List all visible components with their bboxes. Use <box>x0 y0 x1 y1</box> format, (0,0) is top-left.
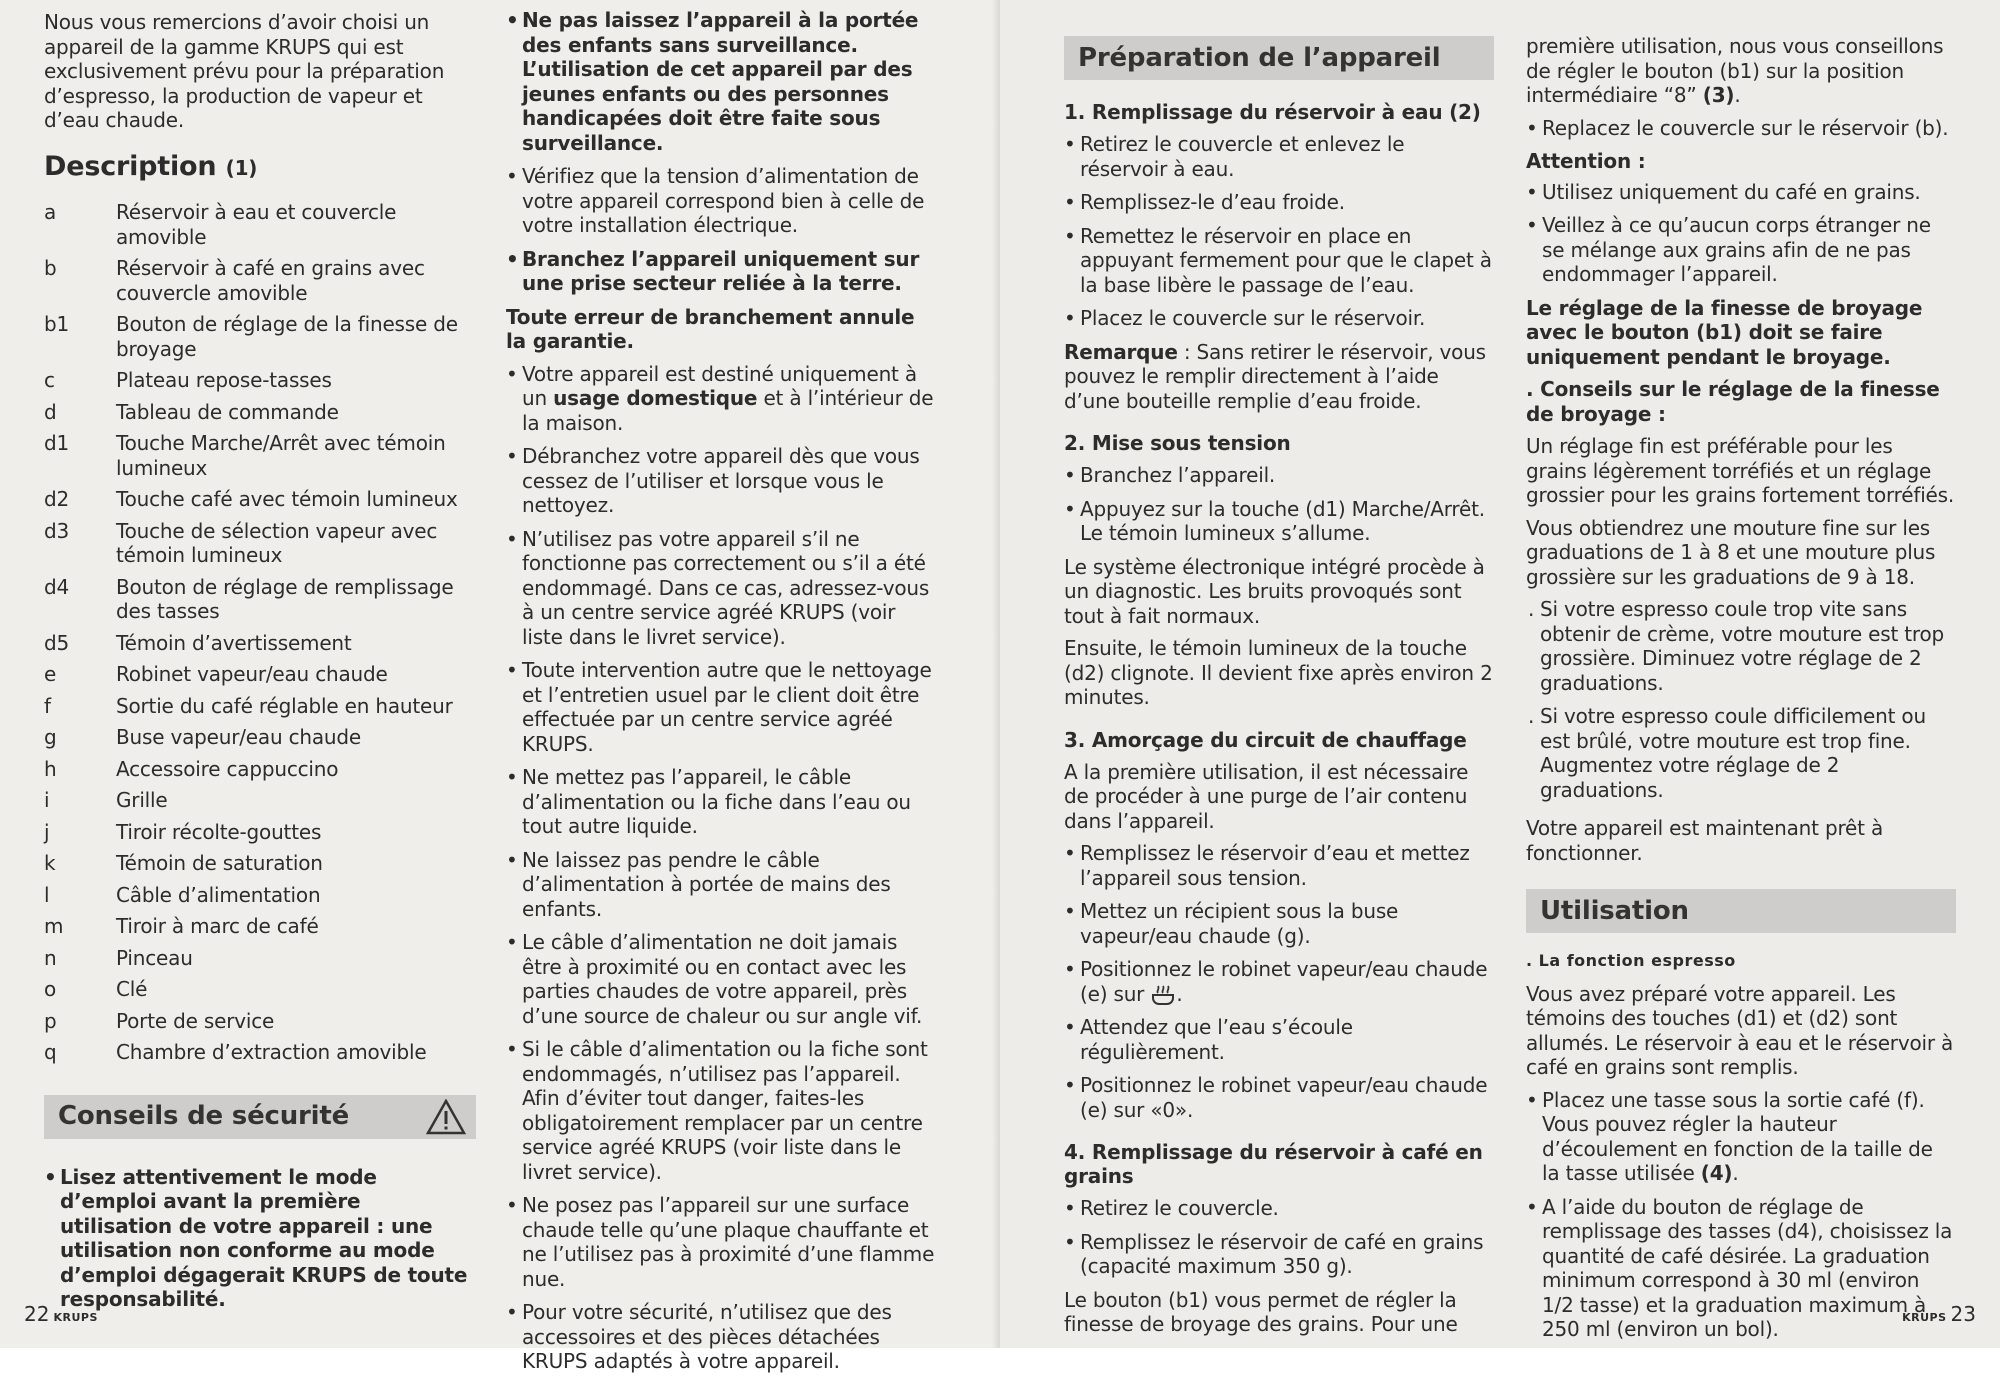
item-label: Tableau de commande <box>116 399 339 424</box>
section-heading: 4. Remplissage du réservoir à café en grains <box>1064 1140 1483 1188</box>
item-label: Clé <box>116 977 148 1001</box>
item-key: j <box>44 819 50 844</box>
item-key: k <box>44 851 56 875</box>
list-item: . Si votre espresso coule trop vite sans obtenir de crème, votre mouture est trop grossière. Diminuez votre réglage de 2 graduations. <box>1526 597 1956 695</box>
item-label: Réservoir à café en grains avec couvercle amovible <box>116 256 425 305</box>
attention-label: Attention : <box>1526 149 1646 173</box>
step1-list <box>1064 132 1494 331</box>
paragraph: A la première utilisation, il est nécessaire de procéder à une purge de l’air contenu dans l’appareil. <box>1064 759 1469 833</box>
section-heading: 1. Remplissage du réservoir à eau (2) <box>1064 100 1481 124</box>
tips-heading: . Conseils sur le réglage de la finesse de broyage : <box>1526 377 1940 426</box>
safety-item: • Débranchez votre appareil dès que vous cessez de l’utiliser et lorsque vous le nettoyez. <box>506 444 938 518</box>
intro-paragraph: Nous vous remercions d’avoir choisi un appareil de la gamme KRUPS qui est exclusivement prévu pour la préparation d’espresso, la production de vapeur et d’eau chaude. <box>44 10 445 132</box>
safety-item: • Branchez l’appareil uniquement sur une prise secteur reliée à la terre. <box>506 247 938 296</box>
brand-name: KRUPS <box>53 1311 98 1324</box>
safety-item: • Pour votre sécurité, n’utilisez que des accessoires et des pièces détachées KRUPS adaptés à votre appareil. <box>506 1300 938 1374</box>
paragraph: Vous avez préparé votre appareil. Les témoins des touches (d1) et (d2) sont allumés. Le réservoir à eau et le réservoir à café en grains sont remplis. <box>1526 981 1954 1079</box>
step2-list <box>1064 463 1494 546</box>
safety-list-2 <box>506 362 938 1374</box>
list-item: • A l’aide du bouton de réglage de remplissage des tasses (d4), choisissez la quantité de café désirée. La graduation minimum correspond à 30 ml (environ 1/2 tasse) et la graduation maximum à 250 ml (environ un bol). <box>1526 1195 1956 1342</box>
list-item: • Retirez le couvercle. <box>1064 1196 1494 1221</box>
section-heading: 2. Mise sous tension <box>1064 431 1291 455</box>
description-item <box>44 883 476 908</box>
espresso-subheading: . La fonction espresso <box>1526 951 1736 970</box>
item-key: f <box>44 693 51 718</box>
description-item <box>44 977 476 1002</box>
page-footer-right <box>1902 1302 1976 1326</box>
safety-item: • Toute intervention autre que le nettoyage et l’entretien usuel par le client doit être effectuée par un centre service agréé KRUPS. <box>506 658 938 756</box>
paragraph: Ensuite, le témoin lumineux de la touche (d2) clignote. Il devient fixe après environ 2 minutes. <box>1064 636 1493 709</box>
section-heading: 3. Amorçage du circuit de chauffage <box>1064 727 1467 752</box>
step3-list <box>1064 841 1494 1122</box>
description-item <box>44 725 476 750</box>
list-item: • Retirez le couvercle et enlevez le réservoir à eau. <box>1064 132 1494 181</box>
left-column-1 <box>44 10 476 1321</box>
safety-item: • Si le câble d’alimentation ou la fiche sont endommagés, n’utilisez pas l’appareil. Afin d’éviter tout danger, faites-les obligatoirement remplacer par un centre service agréé KRUPS (voir liste dans le livret service). <box>506 1037 938 1184</box>
item-key: a <box>44 200 57 224</box>
list-item: • Branchez l’appareil. <box>1064 463 1494 488</box>
list-item: • Placez le couvercle sur le réservoir. <box>1064 306 1494 331</box>
safety-item: • Ne pas laissez l’appareil à la portée des enfants sans surveillance. L’utilisation de cet appareil par des jeunes enfants ou des personnes handicapées doit être faite sous surveillance. <box>506 8 938 155</box>
item-key: n <box>44 945 57 970</box>
description-heading: Description (1) <box>44 150 258 182</box>
description-item <box>44 200 476 249</box>
description-item <box>44 431 476 480</box>
page-footer-left <box>24 1302 98 1326</box>
item-key: d5 <box>44 630 70 655</box>
item-key: d <box>44 399 57 424</box>
brand-name: KRUPS <box>1902 1311 1947 1324</box>
tips-list <box>1526 597 1956 802</box>
item-label: Chambre d’extraction amovible <box>116 1040 427 1064</box>
utilisation-heading-bar <box>1526 889 1956 933</box>
page-right <box>1000 0 2000 1348</box>
description-item <box>44 757 476 782</box>
item-label: Grille <box>116 788 168 812</box>
list-item: • Positionnez le robinet vapeur/eau chaude (e) sur . <box>1064 957 1494 1006</box>
item-key: c <box>44 368 55 392</box>
item-label: Accessoire cappuccino <box>116 756 339 781</box>
description-item <box>44 256 476 305</box>
item-label: Témoin de saturation <box>116 851 323 875</box>
bold-note: Le réglage de la finesse de broyage avec le bouton (b1) doit se faire uniquement pendant le broyage. <box>1526 295 1923 369</box>
item-label: Témoin d’avertissement <box>116 630 352 655</box>
item-label: Touche café avec témoin lumineux <box>116 487 458 511</box>
description-item <box>44 851 476 876</box>
description-item <box>44 820 476 845</box>
espresso-list <box>1526 1088 1956 1342</box>
warranty-warning: Toute erreur de branchement annule la garantie. <box>506 304 915 353</box>
item-key: p <box>44 1008 57 1033</box>
utilisation-heading: Utilisation <box>1540 895 1689 926</box>
remark-paragraph: Remarque : Sans retirer le réservoir, vous pouvez le remplir directement à l’aide d’une bouteille remplie d’eau froide. <box>1064 339 1486 413</box>
list-item: • Remettez le réservoir en place en appuyant fermement pour que le clapet à la base libère le passage de l’eau. <box>1064 224 1494 298</box>
item-label: Touche de sélection vapeur avec témoin lumineux <box>116 518 438 567</box>
list-item: • Mettez un récipient sous la buse vapeur/eau chaude (g). <box>1064 899 1494 948</box>
safety-first-list <box>44 1165 476 1312</box>
page-number: 22 <box>24 1302 50 1326</box>
item-key: d1 <box>44 431 70 455</box>
item-label: Bouton de réglage de remplissage des tasses <box>116 574 454 623</box>
item-key: d2 <box>44 487 70 511</box>
preparation-heading-bar <box>1064 36 1494 80</box>
item-label: Porte de service <box>116 1008 275 1033</box>
left-column-2 <box>506 8 938 1383</box>
safety-item: • Vérifiez que la tension d’alimentation de votre appareil correspond bien à celle de votre installation électrique. <box>506 164 938 238</box>
list-item: . Si votre espresso coule difficilement ou est brûlé, votre mouture est trop fine. Augmentez votre réglage de 2 graduations. <box>1526 704 1956 802</box>
item-key: h <box>44 756 57 781</box>
safety-item: • Ne laissez pas pendre le câble d’alimentation à portée de mains des enfants. <box>506 848 938 922</box>
item-key: i <box>44 788 50 812</box>
item-label: Robinet vapeur/eau chaude <box>116 662 388 686</box>
list <box>1526 116 1956 141</box>
description-item <box>44 631 476 656</box>
item-key: g <box>44 725 57 749</box>
item-key: q <box>44 1040 57 1064</box>
item-label: Câble d’alimentation <box>116 882 321 907</box>
right-column-2 <box>1526 34 1956 1351</box>
list-item: • Utilisez uniquement du café en grains. <box>1526 180 1956 205</box>
safety-first-item: • Lisez attentivement le mode d’emploi avant la première utilisation de votre appareil : une utilisation non conforme au mode d’emploi dégagerait KRUPS de toute responsabilité. <box>44 1165 476 1312</box>
list-item: • Positionnez le robinet vapeur/eau chaude (e) sur «0». <box>1064 1073 1494 1122</box>
item-key: d3 <box>44 518 70 543</box>
description-item <box>44 1009 476 1034</box>
item-label: Touche Marche/Arrêt avec témoin lumineux <box>116 431 446 480</box>
item-key: o <box>44 977 57 1001</box>
description-item <box>44 914 476 939</box>
paragraph: Le système électronique intégré procède à un diagnostic. Les bruits provoqués sont tout à fait normaux. <box>1064 554 1485 628</box>
item-label: Buse vapeur/eau chaude <box>116 725 362 749</box>
warning-triangle-icon <box>426 1099 466 1135</box>
description-item <box>44 1040 476 1065</box>
description-item <box>44 368 476 393</box>
item-label: Plateau repose-tasses <box>116 368 332 392</box>
item-key: d4 <box>44 574 70 599</box>
item-key: m <box>44 914 64 938</box>
step4-list <box>1064 1196 1494 1279</box>
item-label: Tiroir récolte-gouttes <box>116 819 322 844</box>
item-key: l <box>44 882 50 907</box>
description-item <box>44 694 476 719</box>
list-item: • Remplissez le réservoir d’eau et mettez l’appareil sous tension. <box>1064 841 1494 890</box>
safety-item: • Ne posez pas l’appareil sur une surface chaude telle qu’une plaque chauffante et ne l’utilisez pas à proximité d’une flamme nue. <box>506 1193 938 1291</box>
paragraph: Le bouton (b1) vous permet de régler la finesse de broyage des grains. Pour une <box>1064 1287 1458 1336</box>
safety-heading: Conseils de sécurité <box>58 1101 350 1132</box>
description-item <box>44 788 476 813</box>
safety-item: • Votre appareil est destiné uniquement à un usage domestique et à l’intérieur de la maison. <box>506 362 938 436</box>
description-list <box>44 200 476 1065</box>
right-column-1 <box>1064 36 1494 1345</box>
paragraph: Vous obtiendrez une mouture fine sur les graduations de 1 à 8 et une mouture plus grossière sur les graduations de 9 à 18. <box>1526 515 1936 589</box>
description-item <box>44 312 476 361</box>
safety-item: • Le câble d’alimentation ne doit jamais être à proximité ou en contact avec les parties chaudes de votre appareil, près d’une source de chaleur ou sur angle vif. <box>506 930 938 1028</box>
list-item: • Remplissez-le d’eau froide. <box>1064 190 1494 215</box>
item-label: Sortie du café réglable en hauteur <box>116 693 453 718</box>
description-item <box>44 946 476 971</box>
item-label: Pinceau <box>116 945 193 970</box>
steam-cup-icon <box>1150 984 1176 1006</box>
description-item <box>44 662 476 687</box>
list-item: • Replacez le couvercle sur le réservoir (b). <box>1526 116 1956 141</box>
list-item: • Remplissez le réservoir de café en grains (capacité maximum 350 g). <box>1064 1230 1494 1279</box>
list-item: • Appuyez sur la touche (d1) Marche/Arrêt. Le témoin lumineux s’allume. <box>1064 497 1494 546</box>
page-number: 23 <box>1950 1302 1976 1326</box>
attention-list <box>1526 180 1956 287</box>
description-item <box>44 487 476 512</box>
item-key: e <box>44 662 57 686</box>
description-item <box>44 519 476 568</box>
list-item: • Placez une tasse sous la sortie café (f). Vous pouvez régler la hauteur d’écoulement en fonction de la taille de la tasse utilisée (4). <box>1526 1088 1956 1186</box>
paragraph: Un réglage fin est préférable pour les grains légèrement torréfiés et un réglage grossier pour les grains fortement torréfiés. <box>1526 434 1955 507</box>
paragraph: Votre appareil est maintenant prêt à fonctionner. <box>1526 816 1883 865</box>
safety-heading-bar <box>44 1095 476 1139</box>
item-key: b <box>44 256 57 280</box>
description-item <box>44 400 476 425</box>
item-label: Réservoir à eau et couvercle amovible <box>116 200 397 249</box>
page-left <box>0 0 1000 1373</box>
item-label: Tiroir à marc de café <box>116 914 319 938</box>
list-item: • Veillez à ce qu’aucun corps étranger ne se mélange aux grains afin de ne pas endommager l’appareil. <box>1526 213 1956 287</box>
preparation-heading: Préparation de l’appareil <box>1078 42 1441 73</box>
safety-list <box>506 8 938 296</box>
description-item <box>44 575 476 624</box>
safety-item: • Ne mettez pas l’appareil, le câble d’alimentation ou la fiche dans l’eau ou tout autre liquide. <box>506 765 938 839</box>
item-key: b1 <box>44 312 70 336</box>
item-label: Bouton de réglage de la finesse de broyage <box>116 312 458 361</box>
paragraph: première utilisation, nous vous conseillons de régler le bouton (b1) sur la position intermédiaire “8” (3). <box>1526 34 1944 107</box>
safety-item: • N’utilisez pas votre appareil s’il ne fonctionne pas correctement ou s’il a été endommagé. Dans ce cas, adressez-vous à un centre service agréé KRUPS (voir liste dans le livret service). <box>506 527 938 650</box>
list-item: • Attendez que l’eau s’écoule régulièrement. <box>1064 1015 1494 1064</box>
